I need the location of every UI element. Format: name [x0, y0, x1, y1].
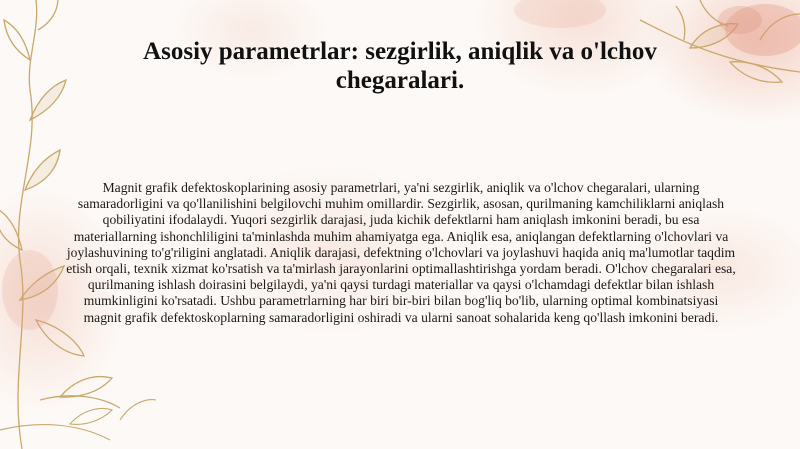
slide-title: Asosiy parametrlar: sezgirlik, aniqlik va o'lchov chegaralari.	[143, 38, 657, 94]
slide-body-text: Magnit grafik defektoskoplarining asosiy parametrlari, ya'ni sezgirlik, aniqlik va o'lchov chegaralari, ularning samaradorligini va qo'llanilishini belgilovchi muhim omillardir. Sezgirlik, asosan, qurilmaning kamchiliklarni aniqlash qobiliyatini ifodalaydi. Yuqori sezgirlik darajasi, juda kichik defektlarni ham aniqlash imkonini beradi, bu esa materiallarning ishonchliligini ta'minlashda muhim ahamiyatga ega. Aniqlik esa, aniqlangan defektlarning o'lchovlari va joylashuvining to'g'riligini anglatadi. Aniqlik darajasi, defektning o'lchovlari va joylashuvi haqida aniq ma'lumotlar taqdim etish orqali, texnik xizmat ko'rsatish va ta'mirlash jarayonlarini optimallashtirishga yordam beradi. O'lchov chegaralari esa, qurilmaning ishlash doirasini belgilaydi, ya'ni qaysi turdagi materiallar va qaysi o'lchamdagi defektlar bilan ishlash mumkinligini ko'rsatadi. Ushbu parametrlarning har biri bir-biri bilan bog'liq bo'lib, ularning optimal kombinatsiyasi magnit grafik defektoskoplarning samaradorligini oshiradi va ularni sanoat sohalarida keng qo'llash imkonini beradi.	[66, 180, 736, 325]
bottom-leaves	[0, 400, 156, 440]
